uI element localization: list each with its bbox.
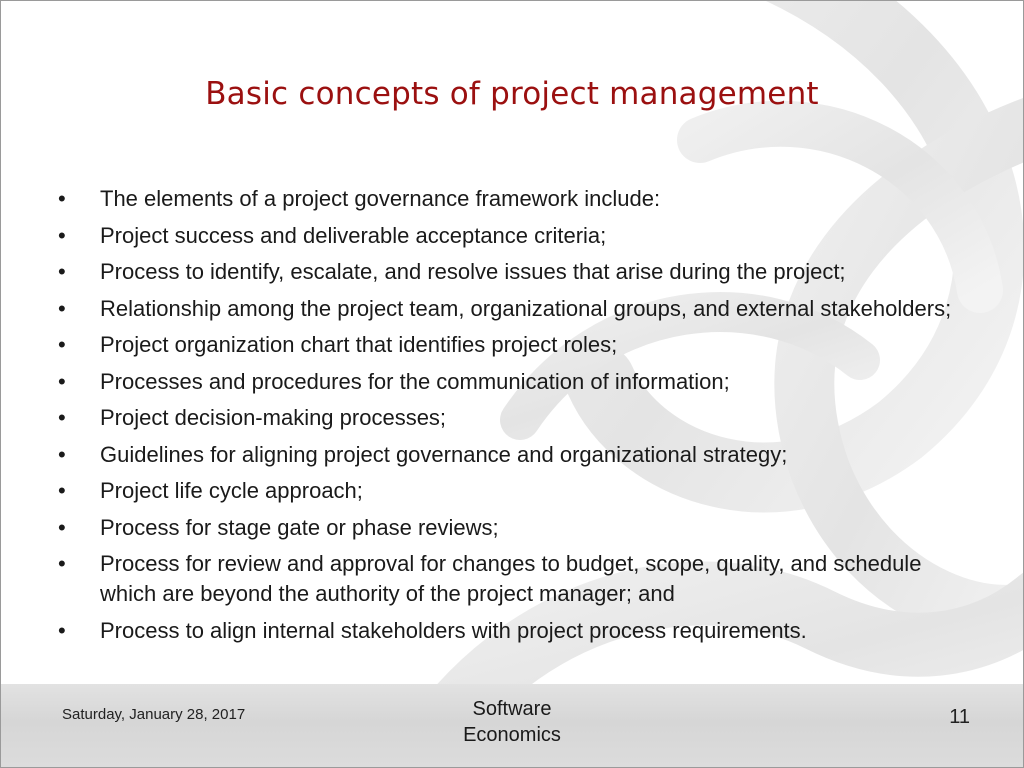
bullet-marker: • xyxy=(58,405,66,430)
list-item xyxy=(58,294,978,324)
bullet-marker: • xyxy=(58,295,66,321)
footer-course-line-2: Economics xyxy=(463,724,561,746)
list-item xyxy=(58,440,978,470)
bullet-text: Process for review and approval for changes to budget, scope, quality, and schedule which are beyond the authority of the project manager; and xyxy=(100,551,922,606)
bullet-text: Project success and deliverable acceptance criteria; xyxy=(100,222,607,248)
bullet-marker: • xyxy=(58,478,66,503)
list-item xyxy=(58,403,978,433)
list-item xyxy=(58,513,978,543)
page-number: 11 xyxy=(949,706,970,728)
slide-title: Basic concepts of project management xyxy=(205,76,819,112)
bullet-marker: • xyxy=(58,551,66,576)
footer-date: Saturday, January 28, 2017 xyxy=(62,706,246,723)
bullet-list xyxy=(58,184,978,652)
bullet-marker: • xyxy=(58,441,66,467)
list-item xyxy=(58,257,978,287)
list-item xyxy=(58,221,978,251)
bullet-text: Process to identify, escalate, and resolve issues that arise during the project; xyxy=(100,259,846,284)
bullet-text: Processes and procedures for the communication of information; xyxy=(100,368,730,394)
bullet-text: Process to align internal stakeholders with project process requirements. xyxy=(100,617,807,643)
list-item xyxy=(58,616,978,646)
bullet-marker: • xyxy=(58,617,66,643)
bullet-text: The elements of a project governance framework include: xyxy=(100,186,661,211)
bullet-marker: • xyxy=(58,332,66,357)
bullet-text: Process for stage gate or phase reviews; xyxy=(100,514,499,540)
footer-course-line-1: Software xyxy=(472,698,552,720)
bullet-text: Guidelines for aligning project governance and organizational strategy; xyxy=(100,441,788,467)
list-item xyxy=(58,330,978,360)
list-item xyxy=(58,476,978,506)
bullet-text: Project life cycle approach; xyxy=(100,478,363,503)
bullet-text: Project decision-making processes; xyxy=(100,405,447,430)
bullet-marker: • xyxy=(58,259,66,284)
bullet-marker: • xyxy=(58,368,66,394)
bullet-marker: • xyxy=(58,514,66,540)
bullet-marker: • xyxy=(58,186,66,211)
footer-course-title xyxy=(412,696,612,748)
list-item xyxy=(58,367,978,397)
list-item xyxy=(58,184,978,214)
bullet-text: Project organization chart that identifies project roles; xyxy=(100,332,618,357)
bullet-text: Relationship among the project team, organizational groups, and external stakeholders; xyxy=(100,295,952,321)
bullet-marker: • xyxy=(58,222,66,248)
list-item xyxy=(58,549,978,609)
